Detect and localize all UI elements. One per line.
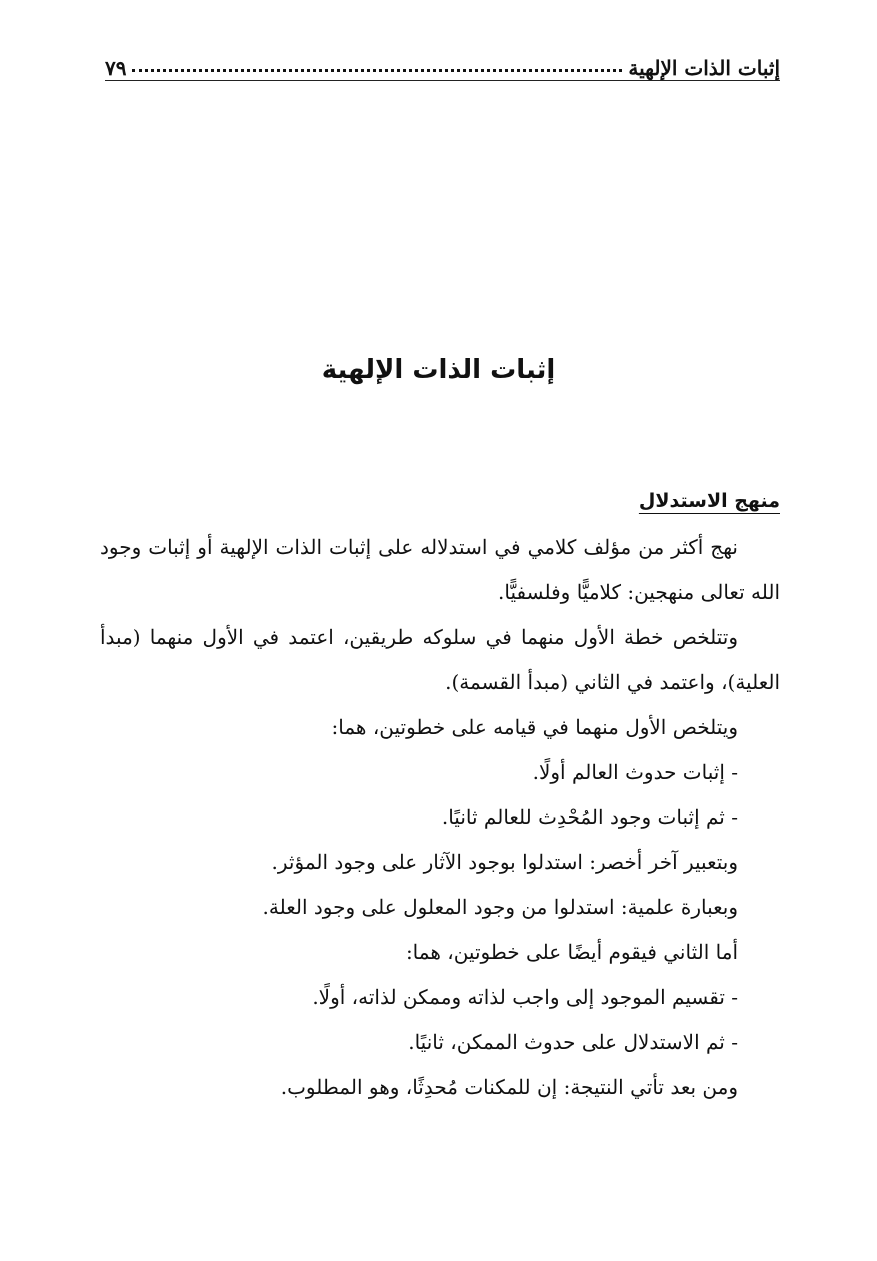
paragraph: نهج أكثر من مؤلف كلامي في استدلاله على إثبات الذات الإلهية أو إثبات وجود الله تعالى منهجين: كلاميًّا وفلسفيًّا. — [100, 535, 780, 604]
list-item: - ثم إثبات وجود المُحْدِث للعالم ثانيًا. — [441, 805, 738, 829]
paragraph: وتتلخص خطة الأول منهما في سلوكه طريقين، اعتمد في الأول منهما (مبدأ العلية)، واعتمد في الثاني (مبدأ القسمة). — [100, 625, 780, 694]
running-header — [105, 40, 780, 80]
paragraph: ويتلخص الأول منهما في قيامه على خطوتين، هما: — [331, 715, 738, 739]
list-item: - إثبات حدوث العالم أولًا. — [532, 760, 738, 784]
list-item: - ثم الاستدلال على حدوث الممكن، ثانيًا. — [408, 1030, 738, 1054]
paragraph: وبعبارة علمية: استدلوا من وجود المعلول على وجود العلة. — [262, 895, 738, 919]
paragraph: ومن بعد تأتي النتيجة: إن للمكنات مُحدِثًا، وهو المطلوب. — [280, 1075, 738, 1099]
running-header-title: إثبات الذات الإلهية — [628, 56, 780, 80]
section-heading: منهج الاستدلال — [638, 490, 780, 512]
paragraph: وبتعبير آخر أخصر: استدلوا بوجود الآثار على وجود المؤثر. — [271, 850, 738, 874]
chapter-title: إثبات الذات الإلهية — [321, 355, 556, 385]
page-number: ٧٩ — [105, 56, 127, 80]
body-text — [100, 525, 780, 1110]
paragraph: أما الثاني فيقوم أيضًا على خطوتين، هما: — [405, 940, 738, 964]
header-rule — [105, 80, 780, 81]
dot-leader — [132, 68, 622, 72]
list-item: - تقسيم الموجود إلى واجب لذاته وممكن لذاته، أولًا. — [312, 985, 738, 1009]
